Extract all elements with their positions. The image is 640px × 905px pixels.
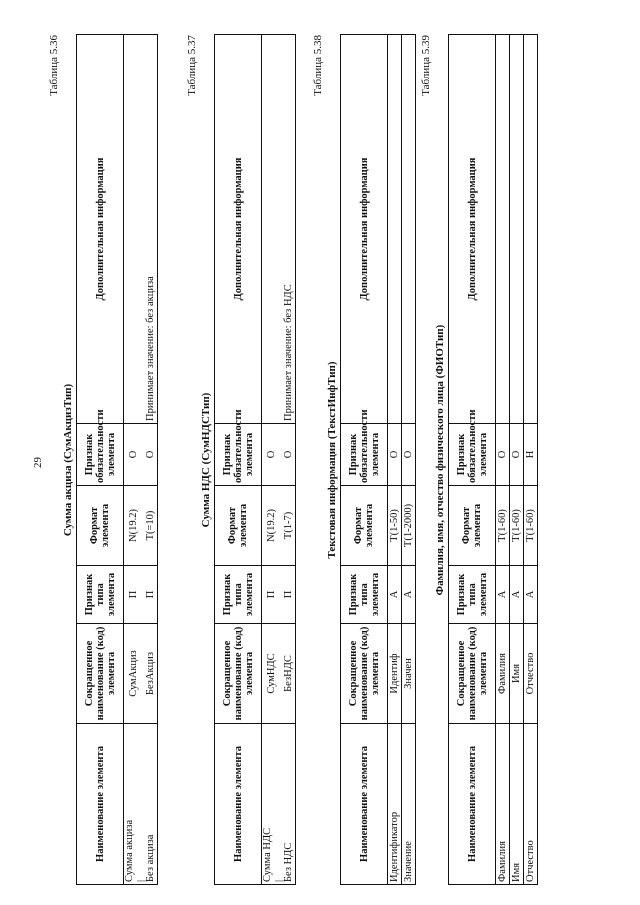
- header-format: Формат элемента: [77, 486, 124, 566]
- cell-info: Принимает значение: без НДС: [282, 35, 296, 424]
- page-number: 29: [32, 457, 44, 468]
- cell-type: П: [262, 566, 283, 624]
- cell-code: БезНДС: [282, 624, 296, 724]
- cell-name: Имя: [510, 724, 524, 885]
- header-format: Формат элемента: [449, 486, 496, 566]
- cell-code: СумАкциз: [124, 624, 145, 724]
- cell-required: О: [496, 424, 510, 486]
- header-info: Дополнительная информация: [449, 35, 496, 424]
- header-required: Признак обязательности элемента: [77, 424, 124, 486]
- cell-format: Т(1-60): [524, 486, 538, 566]
- cell-required: О: [144, 424, 158, 486]
- table-row: [510, 35, 524, 885]
- header-required: Признак обязательности элемента: [341, 424, 388, 486]
- cell-required: О: [510, 424, 524, 486]
- cell-format: Т(1-2000): [402, 486, 416, 566]
- header-info: Дополнительная информация: [77, 35, 124, 424]
- header-info: Дополнительная информация: [215, 35, 262, 424]
- cell-required: О: [402, 424, 416, 486]
- table-block-5-38: [312, 35, 416, 885]
- header-row: [341, 35, 388, 885]
- cell-name: Отчество: [524, 724, 538, 885]
- table-row: [388, 35, 402, 885]
- table-caption: Таблица 5.37: [186, 35, 198, 96]
- cell-name: Идентификатор: [388, 724, 402, 885]
- title-line: [200, 35, 214, 885]
- cell-code: Отчество: [524, 624, 538, 724]
- cell-type: А: [524, 566, 538, 624]
- cell-info: [402, 35, 416, 424]
- cell-format: Т(=10): [144, 486, 158, 566]
- cell-name: Сумма НДС |: [262, 724, 283, 885]
- cell-info: [524, 35, 538, 424]
- cell-required: О: [388, 424, 402, 486]
- header-code: Сокращенное наименование (код) элемента: [449, 624, 496, 724]
- data-table: [340, 34, 416, 885]
- header-code: Сокращенное наименование (код) элемента: [77, 624, 124, 724]
- cell-info: [510, 35, 524, 424]
- cell-name: Без НДС: [282, 724, 296, 885]
- data-table: [76, 34, 158, 885]
- choice-bracket: |: [274, 879, 285, 882]
- cell-type: П: [124, 566, 145, 624]
- cell-name: Значение: [402, 724, 416, 885]
- header-name: Наименование элемента: [77, 724, 124, 885]
- header-format: Формат элемента: [215, 486, 262, 566]
- cell-code: Значен: [402, 624, 416, 724]
- table-row: [124, 35, 145, 885]
- table-block-5-39: [420, 35, 538, 885]
- header-required: Признак обязательности элемента: [215, 424, 262, 486]
- cell-name: Фамилия: [496, 724, 510, 885]
- table-block-5-37: [186, 35, 296, 885]
- cell-type: А: [388, 566, 402, 624]
- caption-line: [312, 35, 326, 885]
- table-block-5-36: [48, 35, 158, 885]
- table-caption: Таблица 5.36: [48, 35, 60, 96]
- header-type: Признак типа элемента: [449, 566, 496, 624]
- caption-line: [48, 35, 62, 885]
- header-code: Сокращенное наименование (код) элемента: [215, 624, 262, 724]
- header-code: Сокращенное наименование (код) элемента: [341, 624, 388, 724]
- header-name: Наименование элемента: [449, 724, 496, 885]
- table-caption: Таблица 5.38: [312, 35, 324, 96]
- cell-type: П: [282, 566, 296, 624]
- cell-format: Т(1-50): [388, 486, 402, 566]
- cell-info: Принимает значение: без акциза: [144, 35, 158, 424]
- header-required: Признак обязательности элемента: [449, 424, 496, 486]
- cell-format: Т(1-60): [510, 486, 524, 566]
- table-row: [524, 35, 538, 885]
- title-line: [434, 35, 448, 885]
- cell-info: [388, 35, 402, 424]
- table-row: [262, 35, 283, 885]
- table-title: Текстовая информация (ТекстИнфТип): [326, 361, 338, 559]
- cell-code: Фамилия: [496, 624, 510, 724]
- data-table: [448, 34, 538, 885]
- table-title: Фамилия, имя, отчество физического лица (ФИОТип): [434, 324, 446, 596]
- cell-required: О: [282, 424, 296, 486]
- table-caption: Таблица 5.39: [420, 35, 432, 96]
- cell-format: N(19.2): [124, 486, 145, 566]
- cell-code: Идентиф: [388, 624, 402, 724]
- cell-info: [262, 35, 283, 424]
- cell-info: [124, 35, 145, 424]
- cell-format: N(19.2): [262, 486, 283, 566]
- table-row: [496, 35, 510, 885]
- cell-format: Т(1-7): [282, 486, 296, 566]
- data-table: [214, 34, 296, 885]
- cell-format: Т(1-60): [496, 486, 510, 566]
- cell-required: Н: [524, 424, 538, 486]
- header-type: Признак типа элемента: [77, 566, 124, 624]
- header-type: Признак типа элемента: [215, 566, 262, 624]
- title-line: [326, 35, 340, 885]
- header-row: [449, 35, 496, 885]
- header-info: Дополнительная информация: [341, 35, 388, 424]
- cell-required: О: [124, 424, 145, 486]
- header-name: Наименование элемента: [215, 724, 262, 885]
- table-title: Сумма НДС (СумНДСТип): [200, 392, 212, 528]
- cell-name: Сумма акциза |: [124, 724, 145, 885]
- table-row: [282, 35, 296, 885]
- cell-code: БезАкциз: [144, 624, 158, 724]
- table-row: [144, 35, 158, 885]
- header-name: Наименование элемента: [341, 724, 388, 885]
- choice-bracket: |: [136, 879, 147, 882]
- title-line: [62, 35, 76, 885]
- cell-type: П: [144, 566, 158, 624]
- cell-name: Без акциза: [144, 724, 158, 885]
- cell-code: Имя: [510, 624, 524, 724]
- header-row: [77, 35, 124, 885]
- cell-type: А: [496, 566, 510, 624]
- cell-code: СумНДС: [262, 624, 283, 724]
- header-row: [215, 35, 262, 885]
- header-type: Признак типа элемента: [341, 566, 388, 624]
- cell-type: А: [402, 566, 416, 624]
- caption-line: [186, 35, 200, 885]
- cell-type: А: [510, 566, 524, 624]
- caption-line: [420, 35, 434, 885]
- cell-info: [496, 35, 510, 424]
- table-row: [402, 35, 416, 885]
- cell-required: О: [262, 424, 283, 486]
- table-title: Сумма акциза (СумАкцизТип): [62, 383, 74, 537]
- header-format: Формат элемента: [341, 486, 388, 566]
